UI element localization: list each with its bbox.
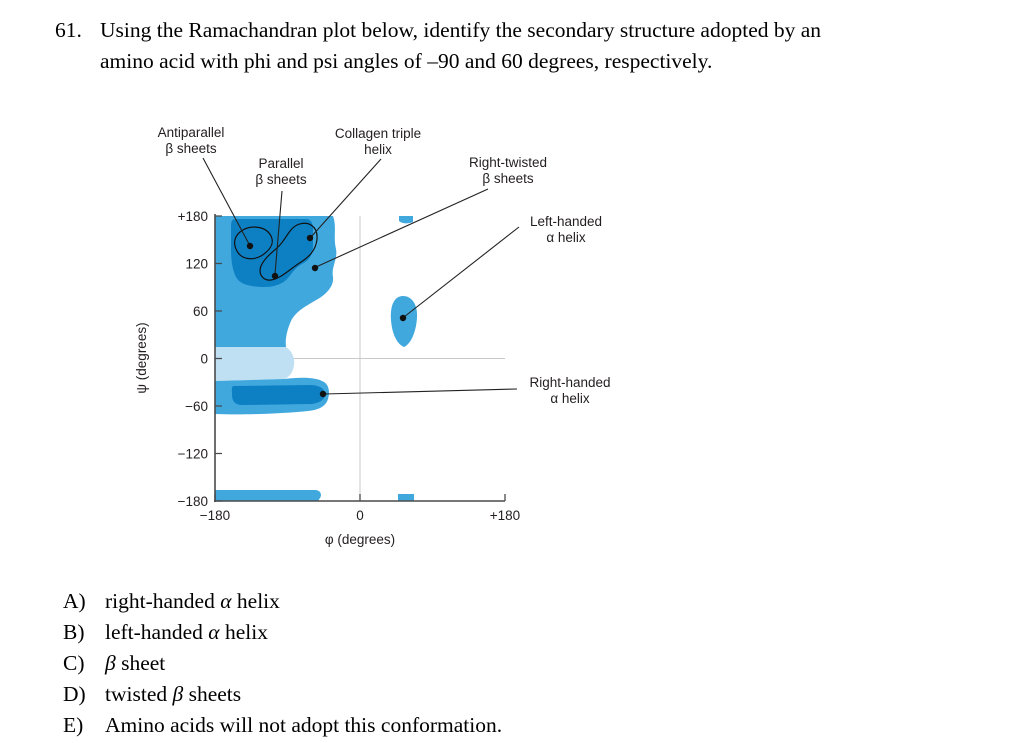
option-b-post: helix	[219, 620, 268, 644]
option-b-greek: α	[208, 620, 220, 644]
question-text	[100, 15, 996, 77]
option-e-text	[105, 710, 502, 741]
right-handed-pointer-line	[324, 389, 517, 394]
y-tick-label: +180	[177, 209, 208, 224]
option-c	[63, 648, 1024, 679]
option-e-letter: E)	[63, 713, 84, 737]
option-d-greek: β	[172, 682, 184, 706]
option-c-post: sheet	[115, 651, 166, 675]
label-right-twisted-line2: β sheets	[482, 171, 534, 186]
label-collagen-line2: helix	[364, 142, 392, 157]
option-a-post: helix	[231, 589, 280, 613]
label-collagen-line1: Collagen triple	[334, 126, 422, 141]
point-parallel-beta	[272, 273, 278, 279]
question-line-1: Using the Ramachandran plot below, identify the secondary structure adopted by an	[100, 18, 822, 42]
option-a-text	[105, 586, 280, 617]
y-tick-label: −60	[185, 399, 208, 414]
label-antiparallel-line2: β sheets	[165, 141, 217, 156]
option-e-pre: Amino acids will not adopt this conformation.	[105, 713, 503, 737]
option-c-text	[105, 648, 165, 679]
option-b-text	[105, 617, 268, 648]
y-axis-title: ψ (degrees)	[134, 322, 149, 394]
option-d-text	[105, 679, 241, 710]
point-collagen-helix	[307, 235, 313, 241]
answer-options	[63, 586, 1024, 741]
label-right-twisted-line1: Right-twisted	[468, 155, 548, 170]
option-d-letter: D)	[63, 682, 86, 706]
x-tick-label: −180	[199, 508, 231, 523]
option-e	[63, 710, 1024, 741]
point-antiparallel-beta	[247, 243, 253, 249]
label-antiparallel-line1: Antiparallel	[157, 125, 225, 140]
question-number: 61.	[55, 18, 82, 42]
y-tick-label: −120	[177, 446, 208, 462]
x-tick-label: +180	[489, 508, 521, 523]
alpha-region-core	[232, 385, 325, 405]
option-b	[63, 617, 1024, 648]
bridge-region-pale	[215, 347, 294, 381]
ramachandran-plot	[100, 101, 640, 571]
ramachandran-figure	[100, 101, 640, 576]
label-parallel-line1: Parallel	[258, 156, 304, 171]
option-c-letter: C)	[63, 651, 85, 675]
left-handed-pointer-line	[404, 227, 519, 317]
question	[0, 0, 1024, 77]
y-tick-label: −180	[177, 494, 208, 509]
x-tick-labels	[200, 508, 520, 523]
left-handed-alpha-region	[391, 296, 417, 347]
option-b-letter: B)	[63, 620, 85, 644]
y-tick-label: 120	[185, 256, 208, 272]
bottom-strip-region	[215, 490, 321, 501]
y-tick-labels	[178, 209, 208, 509]
label-left-handed-line1: Left-handed	[529, 214, 603, 229]
question-line-2: amino acid with phi and psi angles of –90 and 60 degrees, respectively.	[100, 49, 713, 73]
option-d	[63, 679, 1024, 710]
x-axis-title: φ (degrees)	[324, 532, 396, 547]
y-tick-label: 60	[192, 304, 208, 319]
option-c-greek: β	[105, 651, 116, 675]
option-a-letter: A)	[63, 589, 86, 613]
right-twisted-pointer-line	[316, 189, 488, 267]
option-b-pre: left-handed	[105, 620, 209, 644]
label-right-handed-line2: α helix	[550, 391, 590, 406]
label-left-handed-line2: α helix	[546, 230, 586, 245]
point-left-handed-alpha	[400, 315, 406, 321]
point-right-handed-alpha	[320, 391, 326, 397]
collagen-pointer-line	[311, 159, 381, 237]
label-right-handed-line1: Right-handed	[529, 375, 611, 390]
bottom-periodic-patch	[398, 494, 414, 501]
label-parallel-line2: β sheets	[255, 172, 307, 187]
option-a-greek: α	[220, 589, 232, 613]
top-periodic-patch	[399, 216, 413, 223]
option-d-post: sheets	[183, 682, 242, 706]
option-a	[63, 586, 1024, 617]
x-tick-label: 0	[356, 508, 364, 523]
y-tick-label: 0	[200, 351, 208, 367]
option-d-pre: twisted	[105, 682, 173, 706]
option-a-pre: right-handed	[105, 589, 221, 613]
point-right-twisted-beta	[312, 265, 318, 271]
